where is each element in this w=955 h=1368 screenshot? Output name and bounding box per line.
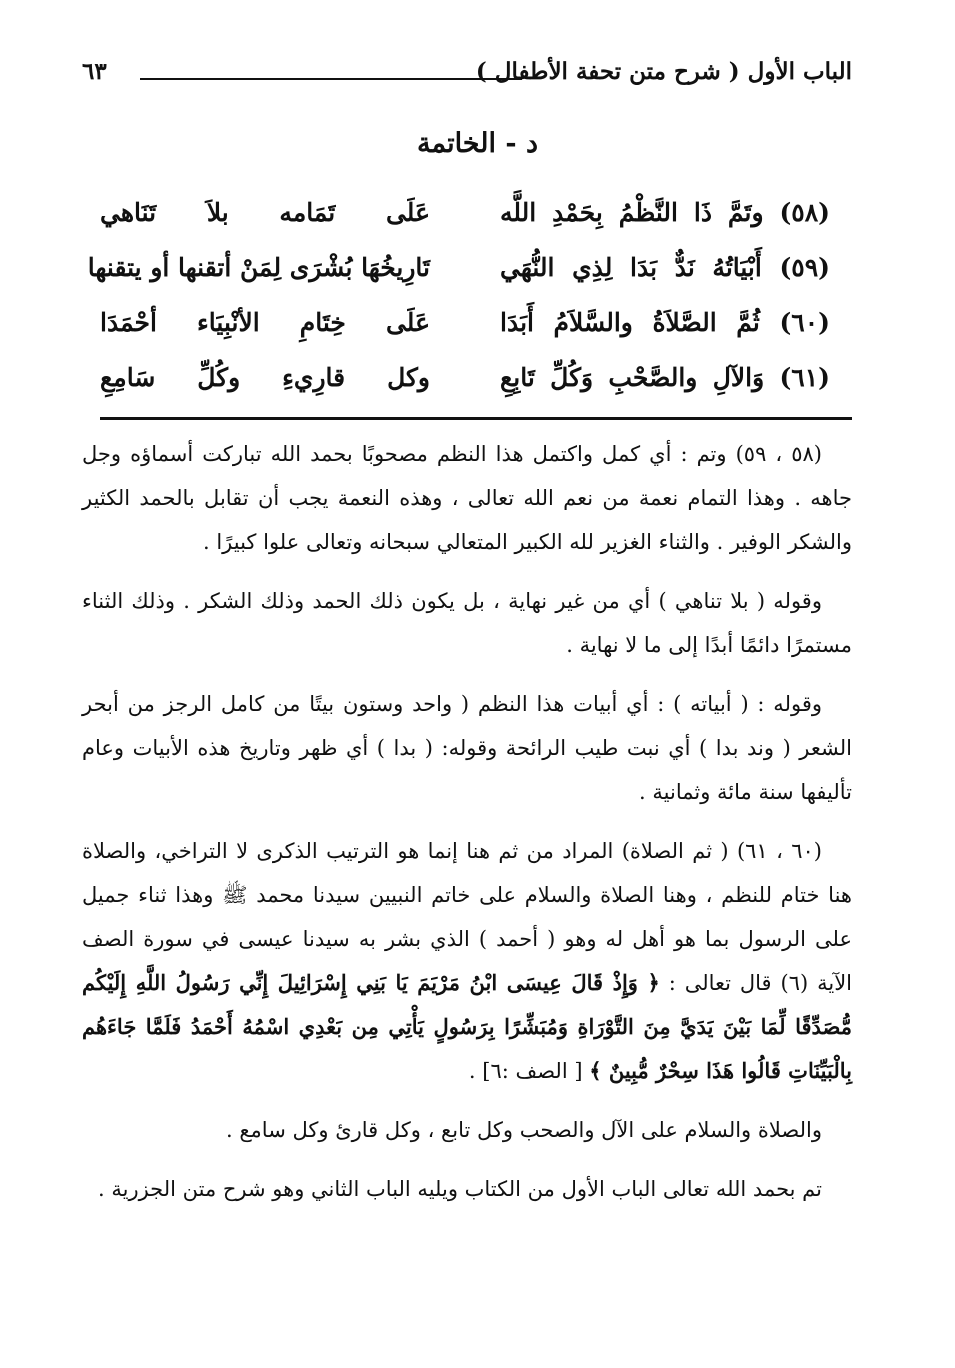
verse-first-hemistich: (٥٨) وتَمَّ ذَا النَّظْمُ بِحَمْدِ اللَّه <box>500 198 830 227</box>
poem-divider <box>100 417 852 420</box>
verse <box>87 253 830 308</box>
verse-second-hemistich: تَارِيخُهَا بُشْرَى لِمَنْ أتقنها أو يتقنها <box>87 253 430 282</box>
commentary <box>82 432 852 1226</box>
verse-first-hemistich: (٦١) وَالآلِ والصَّحْبِ وَكُلِّ تَابِعِ <box>500 363 830 392</box>
quran-verse: ﴿ وَإِذْ قَالَ عِيسَى ابْنُ مَرْيَمَ يَا بَنِي إِسْرَائِيلَ إِنِّي رَسُولُ اللَّهِ إِلَيْكُم مُّصَدِّقًا لِّمَا بَيْنَ يَدَيَّ مِنَ التَّوْرَاةِ وَمُبَشِّرًا بِرَسُولٍ يَأْتِي مِن بَعْدِي اسْمُهُ أَحْمَدُ فَلَمَّا جَاءَهُم بِالْبَيِّنَاتِ قَالُوا هَذَا سِحْرٌ مُّبِينٌ ﴾ <box>82 970 852 1083</box>
paragraph: (٥٨ ، ٥٩) وتم : أي كمل واكتمل هذا النظم مصحوبًا بحمد الله تباركت أسماؤه وجل جاهه . وهذا التمام نعمة من نعم الله تعالى ، وهذه النعمة يجب أن تقابل بالحمد الكثير والشكر الوفير . والثناء الغزير لله الكبير المتعالي سبحانه وتعالى علوا كبيرًا . <box>82 442 852 554</box>
verse <box>100 198 830 253</box>
header-rule <box>140 78 522 80</box>
verse-reference: [ الصف :٦] . <box>468 1059 583 1083</box>
verse <box>100 308 830 363</box>
verse <box>100 363 830 418</box>
verse-second-hemistich: عَلَى تَمَامه بلاَ تَنَاهي <box>100 198 430 227</box>
page-header <box>82 58 852 98</box>
paragraph: والصلاة والسلام على الآل والصحب وكل تابع ، وكل قارئ وكل سامع . <box>226 1118 822 1142</box>
paragraph: تم بحمد الله تعالى الباب الأول من الكتاب ويليه الباب الثاني وهو شرح متن الجزرية . <box>97 1177 822 1201</box>
paragraph-text: (٦٠ ، ٦١) ( ثم الصلاة) المراد من ثم هنا إنما هو الترتيب الذكرى لا التراخي، والصلاة هنا ختام للنظم ، وهنا الصلاة والسلام على خاتم النبيين سيدنا محمد ﷺ وهذا ثناء جميل على الرسول بما هو أهل له وهو ( أحمد ) الذي بشر به سيدنا عيسى في سورة الصف الآية (٦) قال تعالى : <box>82 839 853 995</box>
verse-first-hemistich: (٥٩) أَبْيَاتُهُ نَدٌّ بَدَا لِذِي النُّهَي <box>500 253 830 282</box>
paragraph: وقوله ( بلا تناهي ) أي من غير نهاية ، بل يكون ذلك الحمد وذلك الشكر . وذلك الثناء مستمرًا دائمًا أبدًا إلى ما لا نهاية . <box>82 589 852 657</box>
verse-second-hemistich: عَلَى خِتَامِ الأنْبِيَاء أحْمَدَا <box>100 308 430 337</box>
verse-second-hemistich: وكل قارِيءِ وكُلِّ سَامِعِ <box>100 363 430 392</box>
section-title: د - الخاتمة <box>416 128 538 159</box>
verse-first-hemistich: (٦٠) ثُمَّ الصَّلاَةُ والسَّلاَمُ أَبَدَا <box>500 308 830 337</box>
paragraph <box>82 829 852 1093</box>
page-number: ٦٣ <box>82 58 107 85</box>
paragraph: وقوله : ( أبياته ) : أي أبيات هذا النظم ( واحد وستون بيتًا من كامل الرجز من أبحر الشعر ( وند بدا ) أي نبت طيب الرائحة وقوله: ( بدا ) أي ظهر وتاريخ هذه الأبيات وعام تأليفها سنة مائة وثمانية . <box>82 692 852 804</box>
poem <box>87 198 830 418</box>
running-title: الباب الأول ( شرح متن تحفة الأطفال ) <box>475 58 852 85</box>
